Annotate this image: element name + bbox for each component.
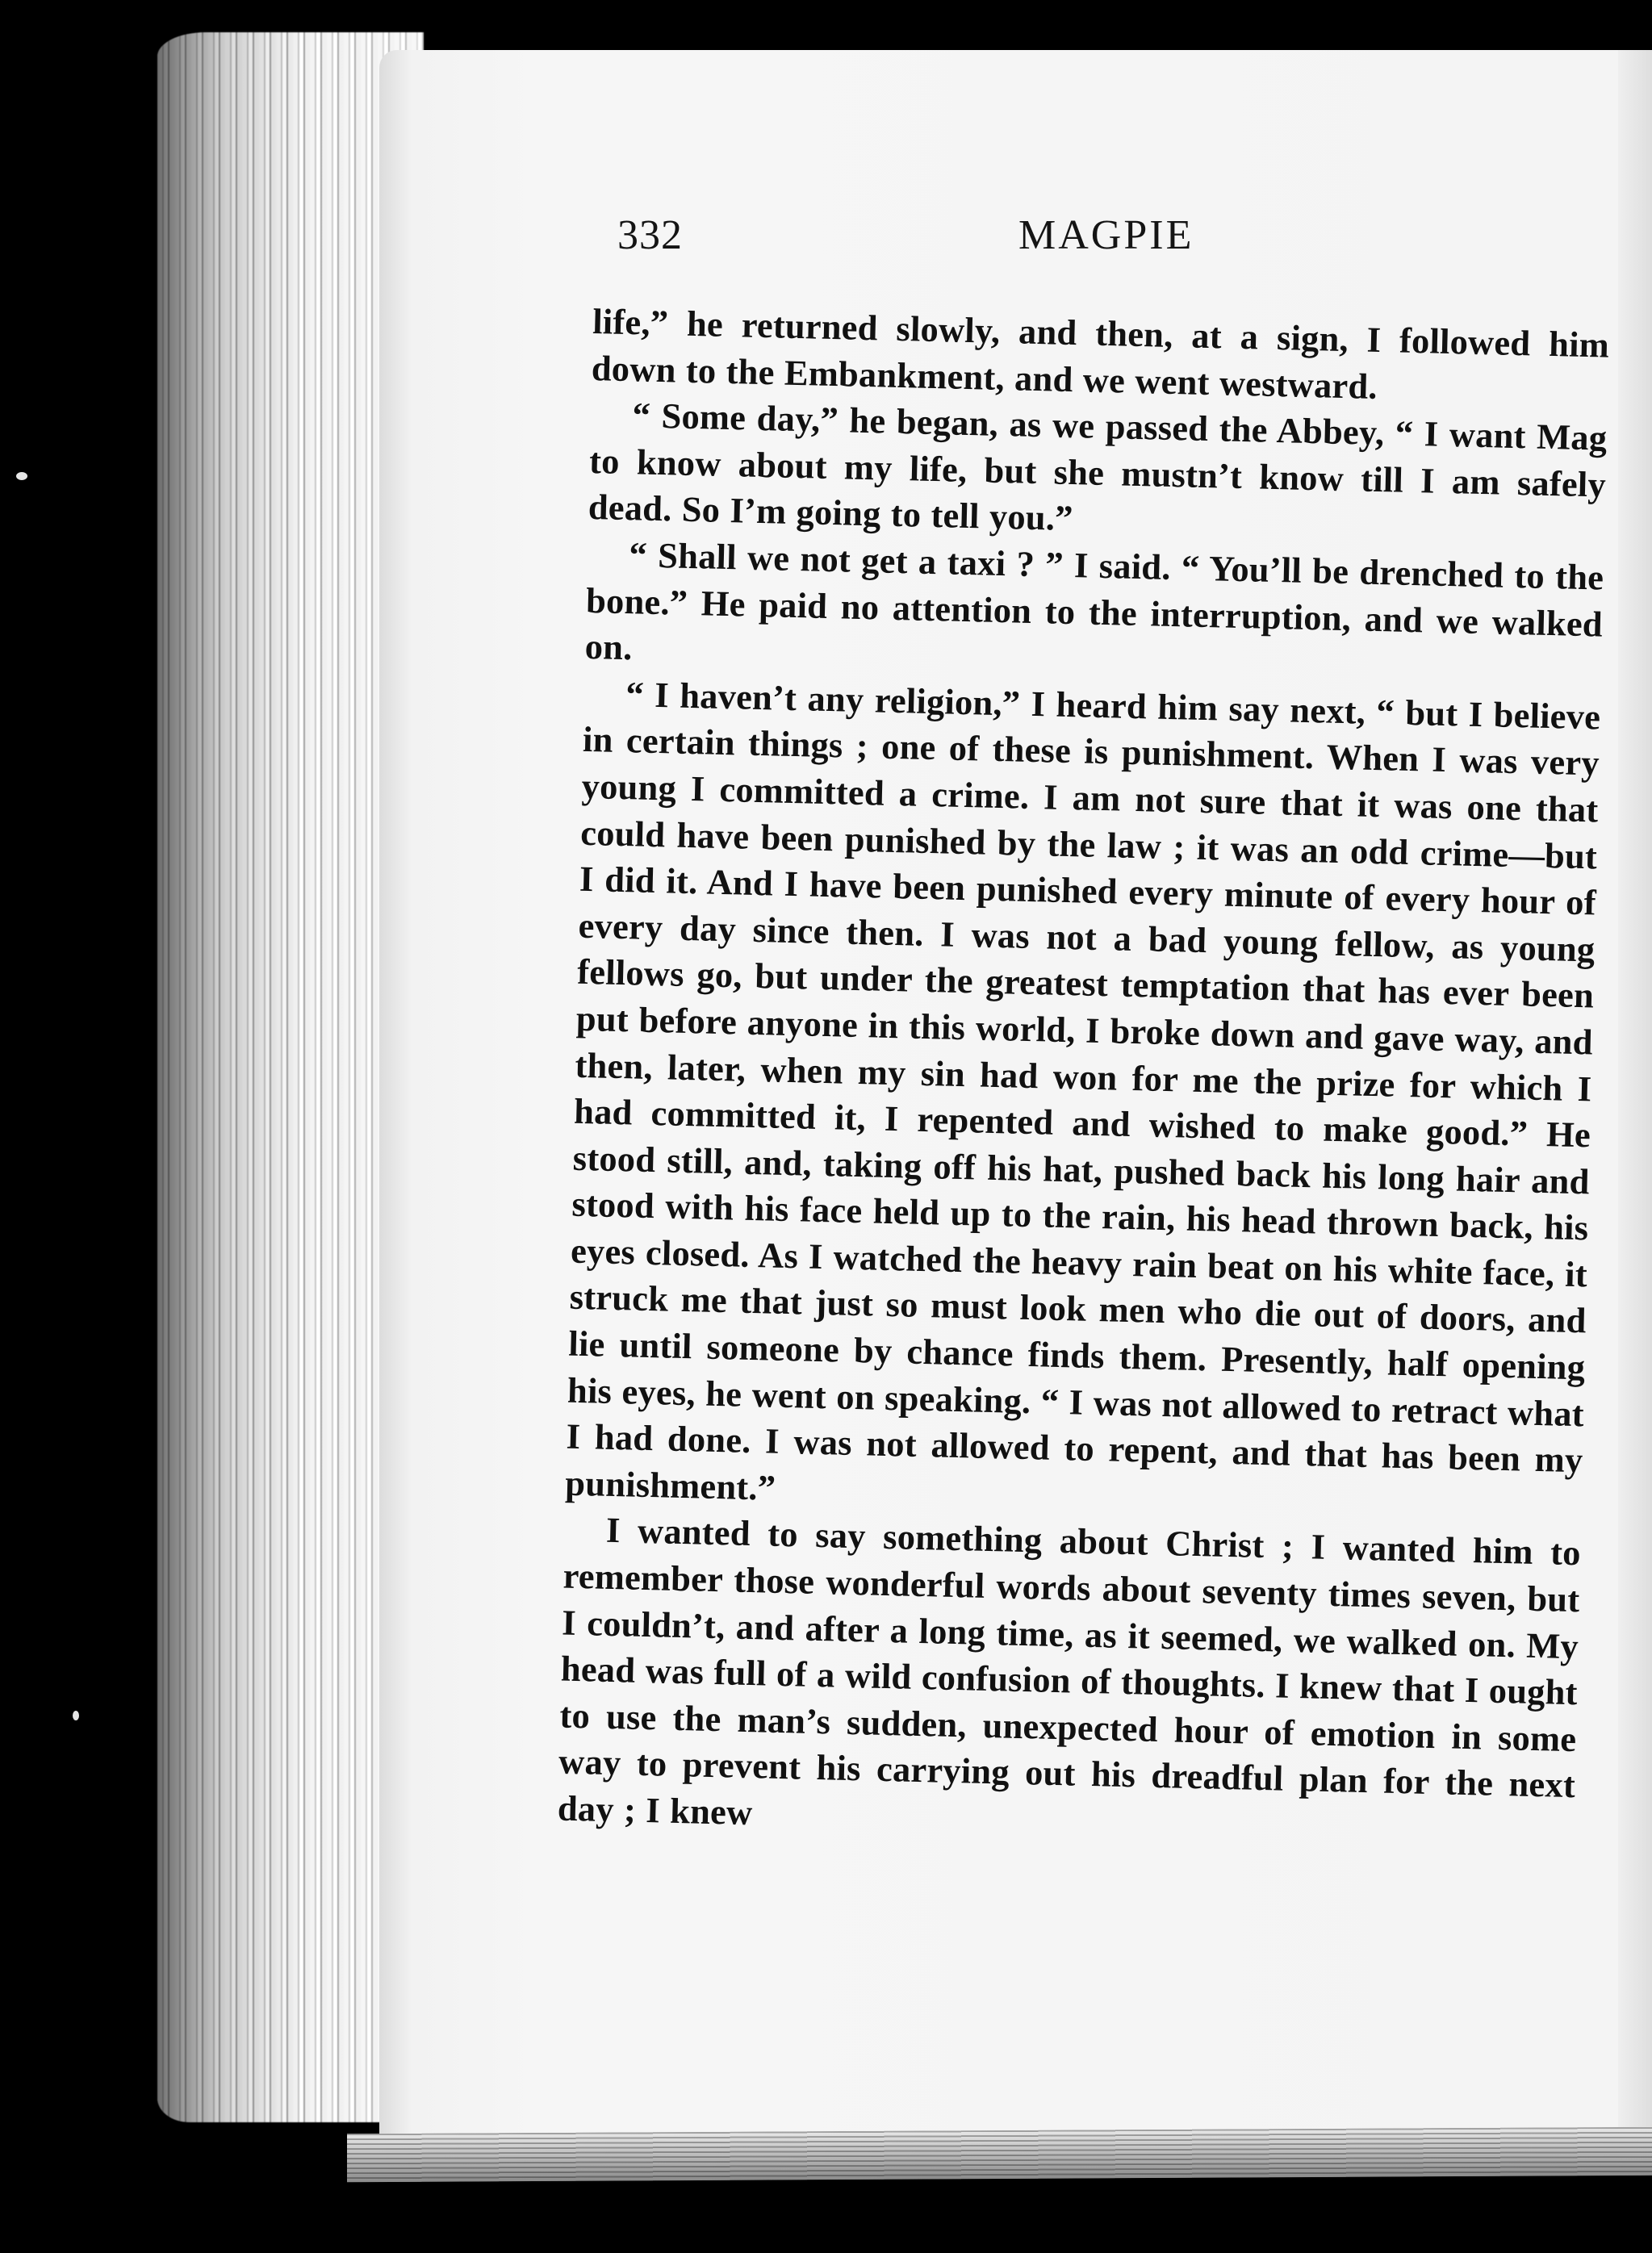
paragraph: “ I haven’t any religion,” I heard him say next, “ but I believe in certain things ; one of these is punishment. When I was very young I committed a crime. I am not sure that it was one that could have been punished by the law ; it was an odd crime—but I did it. And I have been punished every minute of every hour of every day since then. I was not a bad young fellow, as young fellows go, but under the greatest temptation that has ever been put before anyone in this world, I broke down and gave way, and then, later, when my sin had won for me the prize for which I had committed it, I repented and wished to make good.” He stood still, and, taking off his hat, pushed back his long hair and stood with his face held up to the rain, his head thrown back, his eyes closed. As I watched the heavy rain beat on his white face, it struck me that just so must look men who die out of doors, and lie until someone by chance finds them. Presently, half opening his eyes, he went on speaking. “ I was not allowed to retract what I had done. I was not allowed to repent, and that has been my punishment.” [564, 673, 1601, 1508]
paragraph: “ Some day,” he began, as we passed the Abbey, “ I want Mag to know about my life, but she mustn’t know till I am safely dead. So I’m going to tell you.” [588, 395, 1608, 539]
running-title: MAGPIE [1018, 212, 1194, 258]
right-page-edge [1618, 50, 1652, 2148]
paragraph: “ Shall we not get a taxi ? ” I said. “ You’ll be drenched to the bone.” He paid no attention to the interruption, and we walked on. [584, 534, 1604, 668]
scan-speck [16, 472, 27, 480]
bottom-page-edge [347, 2127, 1652, 2182]
page-number: 332 [617, 212, 683, 258]
paragraph: I wanted to say something about Christ ; I wanted him to remember those wonderful words about seventy times seven, but I couldn’t, and after a long time, as it seemed, we walked on. My head was full of a wild confusion of thoughts. I knew that I ought to use the man’s sudden, unexpected hour of emotion in some way to prevent his carrying out his dreadful plan for the next day ; I knew [557, 1510, 1582, 1833]
scan-speck [73, 1711, 79, 1720]
body-text [557, 299, 1609, 1856]
running-header [0, 211, 1652, 276]
paragraph: life,” he returned slowly, and then, at a sign, I followed him down to the Embankment, and we went westward. [591, 300, 1610, 407]
